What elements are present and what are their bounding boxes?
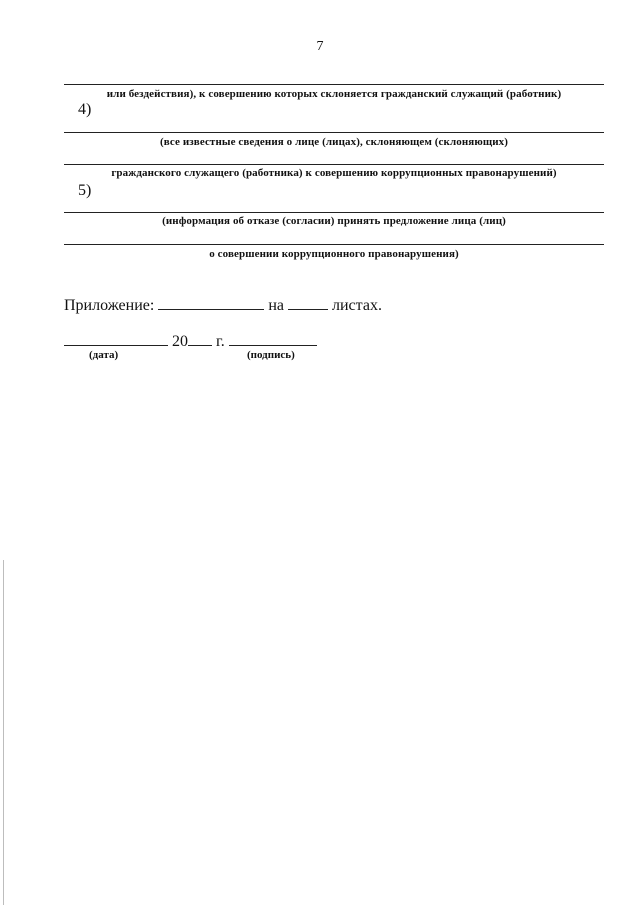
date-blank-field[interactable]: [64, 331, 168, 346]
page-number: 7: [316, 39, 324, 54]
signature-caption: (подпись): [247, 349, 295, 361]
item-number-5: 5): [78, 182, 92, 199]
item-number-4: 4): [78, 101, 92, 118]
signature-blank-field[interactable]: [229, 331, 317, 346]
appendix-line: [64, 295, 382, 315]
caption-offence-proposal: о совершении коррупционного правонарушения): [209, 248, 459, 260]
appendix-blank-field[interactable]: [158, 295, 264, 310]
appendix-label: Приложение:: [64, 297, 155, 314]
rule-line: [64, 164, 604, 165]
year-blank-field[interactable]: [188, 331, 212, 346]
rule-line: [64, 132, 604, 133]
appendix-sheets-label: листах.: [332, 297, 382, 314]
signature-line: [64, 331, 317, 351]
caption-refusal-info: (информация об отказе (согласии) принять предложение лица (лиц): [162, 215, 506, 227]
date-caption: (дата): [89, 349, 119, 361]
rule-line: [64, 84, 604, 85]
rule-line: [64, 212, 604, 213]
sheets-count-blank-field[interactable]: [288, 295, 328, 310]
caption-corruption-offences: гражданского служащего (работника) к совершению коррупционных правонарушений): [111, 167, 557, 179]
scan-page-edge: [3, 560, 4, 905]
rule-line: [64, 244, 604, 245]
caption-inaction: или бездействия), к совершению которых склоняется гражданский служащий (работник): [106, 88, 562, 100]
year-suffix: г.: [216, 333, 225, 350]
caption-person-info: (все известные сведения о лице (лицах), склоняющем (склоняющих): [159, 136, 509, 148]
appendix-on-label: на: [268, 297, 284, 314]
year-prefix: 20: [172, 333, 188, 350]
